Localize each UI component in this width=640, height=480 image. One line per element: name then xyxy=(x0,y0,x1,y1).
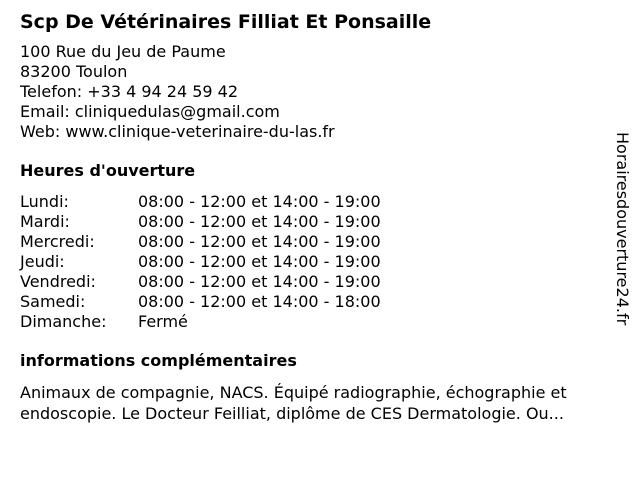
hours-time: 08:00 - 12:00 et 14:00 - 18:00 xyxy=(138,292,381,311)
hours-row xyxy=(20,252,381,272)
hours-day: Vendredi: xyxy=(20,272,96,291)
site-watermark: Horairesdouverture24.fr xyxy=(613,132,632,326)
hours-day: Lundi: xyxy=(20,192,69,211)
hours-time: 08:00 - 12:00 et 14:00 - 19:00 xyxy=(138,212,381,231)
hours-heading: Heures d'ouverture xyxy=(20,161,196,180)
hours-table xyxy=(20,192,381,332)
hours-row xyxy=(20,212,381,232)
business-name: Scp De Vétérinaires Filliat Et Ponsaille xyxy=(20,11,432,33)
info-heading: informations complémentaires xyxy=(20,351,297,370)
hours-time: 08:00 - 12:00 et 14:00 - 19:00 xyxy=(138,232,381,251)
hours-day: Jeudi: xyxy=(20,252,65,271)
hours-time: 08:00 - 12:00 et 14:00 - 19:00 xyxy=(138,272,381,291)
email-line: Email: cliniquedulas@gmail.com xyxy=(20,102,280,121)
business-card xyxy=(20,8,610,424)
hours-day: Mercredi: xyxy=(20,232,95,251)
hours-day: Mardi: xyxy=(20,212,70,231)
hours-row xyxy=(20,292,381,312)
hours-day: Samedi: xyxy=(20,292,86,311)
phone-line: Telefon: +33 4 94 24 59 42 xyxy=(20,82,239,101)
web-line: Web: www.clinique-veterinaire-du-las.fr xyxy=(20,122,335,141)
hours-time: Fermé xyxy=(138,312,188,331)
hours-time: 08:00 - 12:00 et 14:00 - 19:00 xyxy=(138,252,381,271)
hours-row xyxy=(20,312,381,332)
address-street: 100 Rue du Jeu de Paume xyxy=(20,42,226,61)
address-city: 83200 Toulon xyxy=(20,62,128,81)
hours-time: 08:00 - 12:00 et 14:00 - 19:00 xyxy=(138,192,381,211)
hours-row xyxy=(20,232,381,252)
hours-row xyxy=(20,192,381,212)
hours-day: Dimanche: xyxy=(20,312,107,331)
info-text: Animaux de compagnie, NACS. Équipé radiographie, échographie et endoscopie. Le Docteur Feilliat, diplôme de CES Dermatologie. Ou... xyxy=(20,383,567,423)
hours-row xyxy=(20,272,381,292)
